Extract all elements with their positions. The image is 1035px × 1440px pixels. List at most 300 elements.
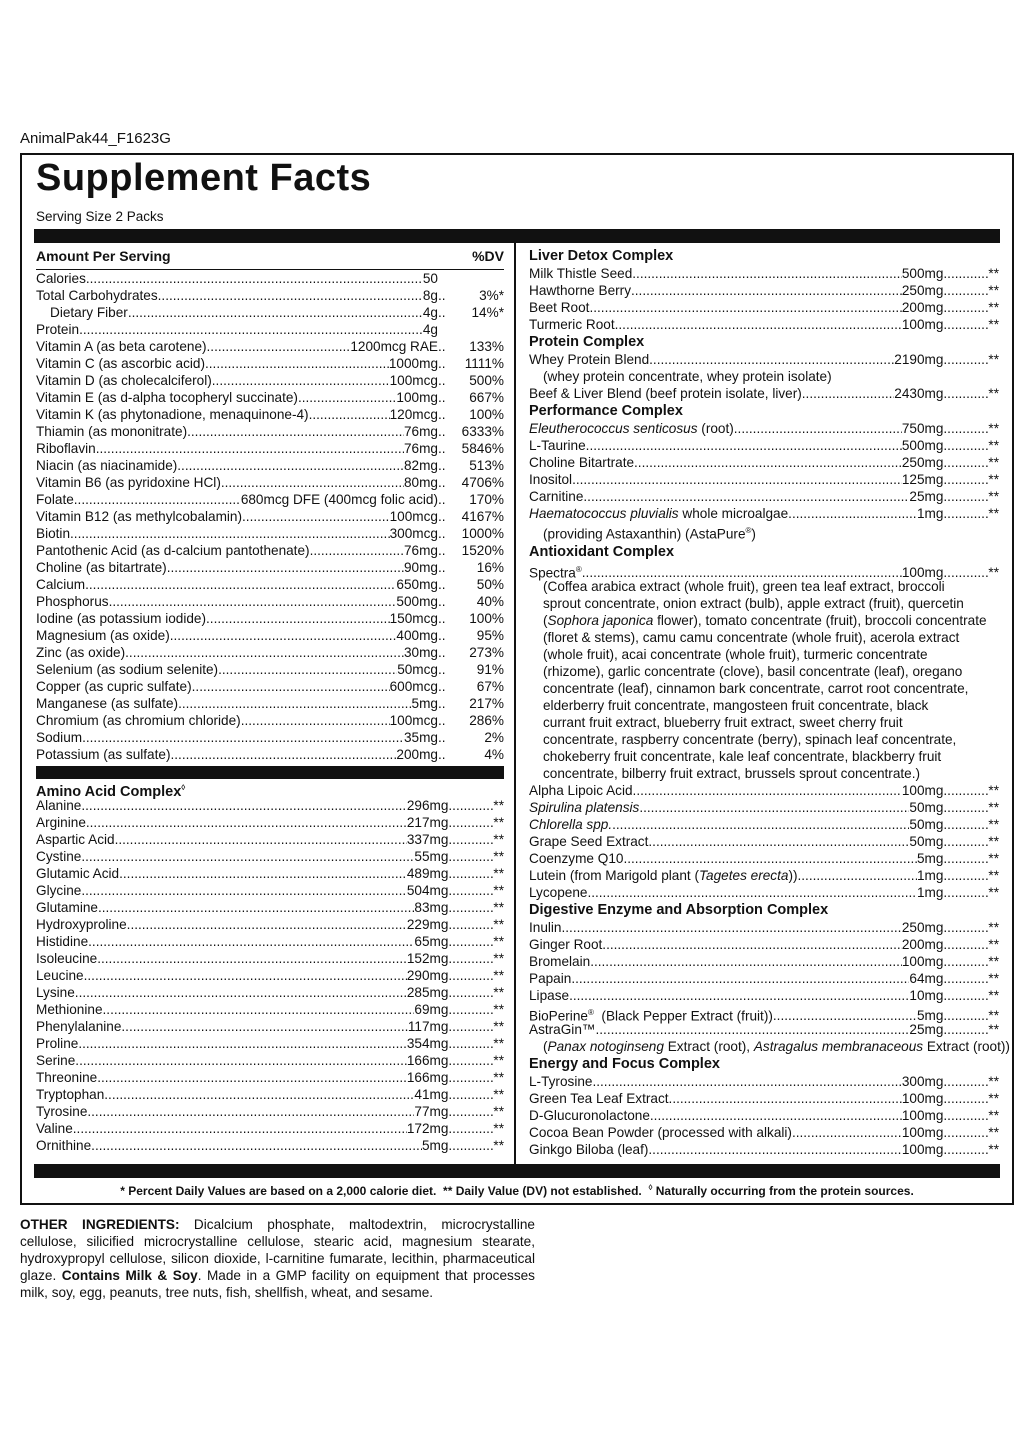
nutrient-name: Milk Thistle Seed — [529, 266, 633, 281]
nutrient-name: Vitamin C (as ascorbic acid) — [36, 356, 205, 371]
daily-value: 67% — [476, 679, 504, 694]
amount: 50 — [422, 271, 438, 286]
daily-value: ** — [988, 833, 999, 849]
amount: 100mg — [901, 1107, 944, 1123]
diamond-mark: ◊ — [648, 1183, 653, 1192]
nutrient-row — [36, 593, 504, 610]
nutrient-name: L-Taurine — [529, 438, 586, 453]
nutrient-name: Cystine — [36, 849, 82, 864]
amount: 100mg — [901, 317, 944, 332]
digestive-section-title: Digestive Enzyme and Absorption Complex — [529, 901, 829, 918]
amount: 77mg — [414, 1104, 449, 1119]
amount: 80mg — [403, 475, 438, 490]
supplement-facts-panel — [20, 153, 1014, 1205]
footnote: * Percent Daily Values are based on a 2,000 calorie diet. ** Daily Value (DV) not established. ◊ Naturally occurring from the protein sources. — [120, 1183, 914, 1198]
daily-value: 50% — [476, 577, 504, 592]
nutrient-row — [529, 505, 999, 522]
daily-value: 95% — [476, 628, 504, 643]
daily-value: ** — [493, 1019, 504, 1034]
nutrient-row — [529, 953, 999, 970]
daily-value: ** — [493, 832, 504, 847]
nutrient-name: Coenzyme Q10 — [529, 850, 624, 866]
nutrient-name: Hawthorne Berry — [529, 283, 631, 298]
amount: 250mg — [901, 919, 944, 935]
nutrient-name: Valine — [36, 1121, 73, 1136]
nutrient-row — [36, 644, 504, 661]
daily-value: 286% — [469, 713, 504, 728]
nutrient-row — [529, 282, 999, 299]
dv-label: %DV — [472, 248, 504, 264]
nutrient-name: Arginine — [36, 815, 86, 830]
amount: 69mg — [414, 1002, 449, 1017]
nutrient-row — [36, 270, 504, 287]
antioxidant-list-a — [529, 782, 999, 799]
daily-value: 1520% — [461, 543, 504, 558]
nutrient-row — [36, 1103, 504, 1120]
amount: 90mg — [403, 560, 438, 575]
nutrient-row: Chlorella spp. ..... 50mg ..... ** — [529, 816, 999, 833]
nutrient-name: Phenylalanine — [36, 1019, 122, 1034]
spectra-detail-line: sprout concentrate, onion extract (bulb), apple extract (fruit), quercetin — [543, 595, 964, 611]
antioxidant-list-b — [529, 833, 999, 867]
daily-value: 513% — [469, 458, 504, 473]
allergen-statement: Contains Milk & Soy — [61, 1268, 198, 1283]
amount: 76mg — [403, 424, 438, 439]
nutrient-row — [529, 265, 999, 282]
amount: 290mg — [406, 968, 449, 983]
nutrient-row — [36, 984, 504, 1001]
nutrient-name: Protein — [36, 322, 80, 337]
daily-value: ** — [493, 1036, 504, 1051]
protein-beef-row — [529, 385, 999, 402]
amount: 100mg — [901, 1090, 944, 1106]
spectra-detail-line: (rhizome), garlic concentrate (clove), basil concentrate (leaf), oregano — [543, 663, 963, 679]
daily-value: ** — [493, 1121, 504, 1136]
amount: 5mg — [411, 696, 438, 711]
daily-value: 91% — [476, 662, 504, 677]
spectra-detail-line: currant fruit extract, blueberry fruit extract, sweet cherry fruit — [543, 714, 903, 730]
nutrient-row — [529, 1107, 999, 1124]
nutrient-row — [36, 831, 504, 848]
daily-value: 133% — [469, 339, 504, 354]
nutrient-name: Grape Seed Extract — [529, 833, 649, 849]
nutrient-row — [36, 474, 504, 491]
nutrient-name: Biotin — [36, 526, 71, 541]
nutrient-row — [36, 338, 504, 355]
nutrient-row — [529, 833, 999, 850]
nutrient-name: Vitamin B6 (as pyridoxine HCl) — [36, 475, 221, 490]
nutrient-name: Inulin — [529, 919, 562, 935]
top-rule — [34, 229, 1000, 243]
nutrient-row — [36, 661, 504, 678]
amount: 100mg — [396, 390, 438, 405]
daily-value: ** — [988, 782, 999, 798]
amount: 750mg — [901, 421, 944, 436]
amino-list — [36, 797, 504, 1154]
nutrient-name: Aspartic Acid — [36, 832, 115, 847]
nutrient-name: Alanine — [36, 798, 82, 813]
amount: 1mg — [916, 884, 944, 900]
amount: 100mcg — [389, 713, 438, 728]
amount: 504mg — [406, 883, 449, 898]
liver-section-title: Liver Detox Complex — [529, 248, 674, 264]
nutrient-row — [529, 454, 999, 471]
amount: 500mg — [901, 438, 944, 453]
amount: 200mg — [396, 747, 438, 762]
nutrient-name: Niacin (as niacinamide) — [36, 458, 178, 473]
nutrient-row — [36, 1035, 504, 1052]
energy-list — [529, 1073, 999, 1158]
nutrient-row — [36, 933, 504, 950]
daily-value: ** — [988, 936, 999, 952]
nutrient-row — [36, 882, 504, 899]
nutrient-name: Glutamic Acid — [36, 866, 120, 881]
daily-value: ** — [493, 798, 504, 813]
amount: 55mg — [414, 849, 449, 864]
nutrient-row — [36, 457, 504, 474]
amount: 5mg — [421, 1138, 449, 1153]
nutrient-row — [36, 372, 504, 389]
daily-value: ** — [988, 317, 999, 332]
amount: 200mg — [901, 936, 944, 952]
nutrient-name: Inositol — [529, 472, 573, 487]
performance-section-title: Performance Complex — [529, 403, 683, 419]
daily-value: 3%* — [479, 288, 504, 303]
amount: 120mcg — [389, 407, 438, 422]
amount: 650mg — [396, 577, 438, 592]
amount: 680mcg DFE (400mcg folic acid) — [240, 492, 438, 507]
nutrient-row — [36, 678, 504, 695]
nutrient-row — [529, 488, 999, 505]
nutrient-row — [36, 610, 504, 627]
spectra-detail-line: (Sophora japonica flower), tomato concentrate (fruit), broccoli concentrate — [543, 612, 987, 628]
daily-value: ** — [988, 266, 999, 281]
nutrient-row — [36, 865, 504, 882]
astapure-detail: (providing Astaxanthin) (AstaPure®) — [543, 526, 756, 542]
nutrient-row — [36, 627, 504, 644]
nutrient-name: Papain — [529, 970, 572, 986]
nutrient-row — [36, 729, 504, 746]
amount: 65mg — [414, 934, 449, 949]
nutrient-row — [529, 420, 999, 437]
nutrient-name: Magnesium (as oxide) — [36, 628, 170, 643]
daily-value: 273% — [469, 645, 504, 660]
nutrient-row — [36, 814, 504, 831]
nutrient-name: D-Glucuronolactone — [529, 1107, 650, 1123]
amount: 300mcg — [389, 526, 438, 541]
other-ingredients-label: OTHER INGREDIENTS: — [20, 1217, 180, 1232]
amount: 100mcg — [389, 373, 438, 388]
daily-value: ** — [493, 1087, 504, 1102]
right-column — [529, 243, 1010, 1158]
amount: 200mg — [901, 300, 944, 315]
daily-value: ** — [988, 455, 999, 470]
nutrient-name: Choline Bitartrate — [529, 455, 635, 470]
spectra-detail-line: (floret & stems), camu camu concentrate (whole fruit), acerola extract — [543, 629, 960, 645]
amount: 4g — [422, 305, 438, 320]
nutrient-row — [36, 1069, 504, 1086]
daily-value: 4% — [484, 747, 504, 762]
left-column — [36, 243, 504, 1154]
daily-value: ** — [493, 866, 504, 881]
nutrient-name: Lipase — [529, 987, 570, 1003]
nutrient-name: Methionine — [36, 1002, 103, 1017]
daily-value: 170% — [469, 492, 504, 507]
nutrient-name: Carnitine — [529, 489, 584, 504]
daily-value: 500% — [469, 373, 504, 388]
product-code: AnimalPak44_F1623G — [20, 130, 171, 147]
nutrient-name: Ginkgo Biloba (leaf) — [529, 1141, 649, 1157]
daily-value: ** — [988, 1141, 999, 1157]
nutrient-row: AstraGin™ ..... 25mg ..... ** — [529, 1021, 999, 1038]
spectra-detail-line: concentrate (leaf), cinnamon bark concentrate, carrot root concentrate, — [543, 680, 969, 696]
amount: 172mg — [406, 1121, 449, 1136]
antioxidant-section-title: Antioxidant Complex — [529, 543, 675, 560]
nutrient-name: Threonine — [36, 1070, 98, 1085]
amount: 1000mg — [388, 356, 438, 371]
amount: 125mg — [901, 472, 944, 487]
amount: 217mg — [406, 815, 449, 830]
nutrient-row: Lutein (from Marigold plant (Tagetes erecta)) ..... 1mg ..... ** — [529, 867, 999, 884]
nutrient-row — [36, 899, 504, 916]
nutrient-row — [36, 440, 504, 457]
nutrient-name: Proline — [36, 1036, 79, 1051]
nutrient-row — [529, 919, 999, 936]
nutrient-row — [36, 491, 504, 508]
amount: 30mg — [403, 645, 438, 660]
daily-value: 2% — [484, 730, 504, 745]
nutrient-row — [36, 967, 504, 984]
nutrient-name: Iodine (as potassium iodide) — [36, 611, 207, 626]
daily-value: ** — [988, 884, 999, 900]
dv: ** — [988, 421, 999, 436]
amount: 64mg — [909, 970, 944, 986]
amount: 100mg — [901, 953, 944, 969]
amount: 82mg — [403, 458, 438, 473]
spectra-name: Spectra — [529, 565, 576, 581]
nutrient-row — [529, 437, 999, 454]
protein-whey-row — [529, 351, 999, 368]
nutrient-row — [36, 559, 504, 576]
nutrient-row — [36, 355, 504, 372]
amount: 300mg — [901, 1073, 944, 1089]
nutrient-row — [36, 1086, 504, 1103]
nutrient-row — [36, 1052, 504, 1069]
amount: 2190mg — [894, 352, 944, 367]
nutrient-row — [36, 508, 504, 525]
nutrient-name: Copper (as cupric sulfate) — [36, 679, 192, 694]
amount: 337mg — [406, 832, 449, 847]
nutrient-name: Leucine — [36, 968, 84, 983]
nutrient-name: Lycopene — [529, 884, 588, 900]
nutrient-name: Turmeric Root — [529, 317, 615, 332]
daily-value: ** — [988, 352, 999, 367]
daily-value: 100% — [469, 611, 504, 626]
nutrient-name: Vitamin D (as cholecalciferol) — [36, 373, 212, 388]
daily-value: ** — [493, 917, 504, 932]
amount: 41mg — [414, 1087, 449, 1102]
nutrient-row — [529, 1141, 999, 1158]
daily-value: ** — [493, 900, 504, 915]
digestive-list — [529, 919, 999, 1004]
nutrient-name: Ginger Root — [529, 936, 603, 952]
nutrient-row — [36, 797, 504, 814]
nutrient-name: Glutamine — [36, 900, 98, 915]
daily-value: 14%* — [471, 305, 504, 320]
nutrient-row — [529, 1073, 999, 1090]
nutrient-row — [529, 782, 999, 799]
diamond-mark: ◊ — [181, 783, 186, 792]
daily-value: ** — [988, 472, 999, 487]
spectra-detail-line: concentrate, bilberry fruit extract, brussels sprout concentrate.) — [543, 765, 921, 781]
amount: 600mcg — [389, 679, 438, 694]
daily-value: 667% — [469, 390, 504, 405]
nutrient-name: Alpha Lipoic Acid — [529, 782, 633, 798]
amount: 5mg — [916, 850, 944, 866]
nutrient-row — [36, 1120, 504, 1137]
nutrient-name: Tryptophan — [36, 1087, 105, 1102]
amount: 250mg — [901, 455, 944, 470]
nutrient-name: Tyrosine — [36, 1104, 88, 1119]
part-label: (root) — [697, 421, 734, 436]
nutrient-name: Manganese (as sulfate) — [36, 696, 179, 711]
nutrient-name: Vitamin A (as beta carotene) — [36, 339, 207, 354]
nutrient-row — [529, 316, 999, 333]
amount: 76mg — [403, 441, 438, 456]
daily-value: ** — [988, 283, 999, 298]
nutrient-row — [529, 987, 999, 1004]
amount: 25mg — [909, 489, 944, 504]
daily-value: ** — [493, 1053, 504, 1068]
latin-name: Haematococcus pluvialis — [529, 506, 679, 521]
amount: 296mg — [406, 798, 449, 813]
daily-value: ** — [988, 1124, 999, 1140]
nutrient-row — [36, 848, 504, 865]
daily-value: ** — [493, 1002, 504, 1017]
amount: 10mg — [909, 987, 944, 1003]
daily-value: ** — [988, 438, 999, 453]
spectra-detail-line: elderberry fruit concentrate, mangosteen fruit concentrate, black — [543, 697, 929, 713]
liver-list — [529, 265, 999, 333]
amount: 500mg — [396, 594, 438, 609]
nutrient-name: Folate — [36, 492, 74, 507]
astragin-detail: (Panax notoginseng Extract (root), Astragalus membranaceous Extract (root)) — [543, 1038, 1010, 1054]
energy-section-title: Energy and Focus Complex — [529, 1055, 720, 1072]
nutrient-row — [36, 576, 504, 593]
nutrient-name: Lysine — [36, 985, 75, 1000]
daily-value: ** — [493, 883, 504, 898]
amount: 152mg — [406, 951, 449, 966]
daily-value: ** — [493, 1138, 504, 1153]
nutrient-row — [36, 746, 504, 763]
whey-detail: (whey protein concentrate, whey protein isolate) — [543, 369, 832, 384]
amount: 8g — [422, 288, 438, 303]
nutrient-name: Beef & Liver Blend (beef protein isolate, liver) — [529, 386, 802, 401]
spectra-detail-line: chokeberry fruit concentrate, kale leaf concentrate, blackberry fruit — [543, 748, 942, 764]
nutrient-row — [36, 304, 504, 321]
nutrient-name: Vitamin K (as phytonadione, menaquinone-4) — [36, 407, 309, 422]
nutrient-row — [36, 321, 504, 338]
dv: ** — [988, 565, 999, 581]
daily-value: ** — [988, 1090, 999, 1106]
amount: 35mg — [403, 730, 438, 745]
daily-value: ** — [988, 970, 999, 986]
daily-value: 1000% — [461, 526, 504, 541]
nutrient-row — [529, 1124, 999, 1141]
nutrient-name: Riboflavin — [36, 441, 96, 456]
nutrient-row — [36, 423, 504, 440]
amount: 50mcg — [397, 662, 438, 677]
nutrient-row — [36, 1018, 504, 1035]
nutrient-name: L-Tyrosine — [529, 1073, 593, 1089]
nutrient-name: Thiamin (as mononitrate) — [36, 424, 188, 439]
amount: 285mg — [406, 985, 449, 1000]
nutrient-row — [36, 1137, 504, 1154]
part-label: whole microalgae — [678, 506, 789, 521]
nutrient-row — [529, 936, 999, 953]
nutrient-row — [529, 1090, 999, 1107]
nutrient-name: Vitamin E (as d-alpha tocopheryl succinate) — [36, 390, 298, 405]
nutrient-row — [529, 299, 999, 316]
nutrient-name: Beet Root — [529, 300, 590, 315]
nutrient-row — [36, 916, 504, 933]
dv: ** — [988, 506, 999, 521]
amount: 150mcg — [389, 611, 438, 626]
nutrient-name: Green Tea Leaf Extract — [529, 1090, 669, 1106]
other-ingredients: OTHER INGREDIENTS: Dicalcium phosphate, maltodextrin, microcrystalline cellulose, silicified microcrystalline cellulose, stearic acid, magnesium stearate, hydroxypropyl cellulose, silicon dioxide, l-carnitine fumarate, lecithin, pharmaceutical glaze. Contains Milk & Soy. Made in a GMP facility on equipment that processes milk, soy, egg, peanuts, tree nuts, fish, shellfish, wheat, and sesame. — [20, 1217, 535, 1300]
nutrient-name: Hydroxyproline — [36, 917, 127, 932]
amount: 100mcg — [389, 509, 438, 524]
amount: 250mg — [901, 283, 944, 298]
nutrient-row: BioPerine® (Black Pepper Extract (fruit)) ..... 5mg ..... ** — [529, 1004, 999, 1021]
daily-value: 16% — [476, 560, 504, 575]
amino-section-title — [36, 779, 504, 800]
column-header — [36, 243, 504, 270]
nutrient-name: Isoleucine — [36, 951, 98, 966]
nutrient-name: Histidine — [36, 934, 89, 949]
daily-value: ** — [988, 919, 999, 935]
nutrient-row — [36, 287, 504, 304]
latin-name: Eleutherococcus senticosus — [529, 421, 698, 436]
amount: 100mg — [901, 1124, 944, 1140]
nutrient-name: Calcium — [36, 577, 86, 592]
nutrient-name: Whey Protein Blend — [529, 352, 650, 367]
daily-value: 5846% — [461, 441, 504, 456]
nutrient-row — [36, 525, 504, 542]
daily-value: ** — [493, 1070, 504, 1085]
nutrient-name: Ornithine — [36, 1138, 92, 1153]
serving-size: Serving Size 2 Packs — [36, 209, 164, 224]
bottom-rule — [34, 1164, 1000, 1178]
amount: 500mg — [901, 266, 944, 281]
daily-value: 100% — [469, 407, 504, 422]
daily-value: ** — [988, 987, 999, 1003]
nutrient-name: Cocoa Bean Powder (processed with alkali) — [529, 1124, 792, 1140]
amount: 1mg — [916, 506, 944, 521]
spectra-detail-line: (Coffea arabica extract (whole fruit), green tea leaf extract, broccoli — [543, 578, 945, 594]
daily-value: ** — [493, 985, 504, 1000]
protein-section-title: Protein Complex — [529, 334, 645, 350]
nutrient-name: Phosphorus — [36, 594, 109, 609]
amount: 229mg — [406, 917, 449, 932]
daily-value: 4706% — [461, 475, 504, 490]
spectra-detail-line: (whole fruit), acai concentrate (whole fruit), turmeric concentrate — [543, 646, 928, 662]
daily-value: ** — [988, 386, 999, 401]
amount: 100mg — [901, 1141, 944, 1157]
daily-value: ** — [988, 850, 999, 866]
amount: 100mg — [901, 782, 944, 798]
nutrient-row — [529, 970, 999, 987]
